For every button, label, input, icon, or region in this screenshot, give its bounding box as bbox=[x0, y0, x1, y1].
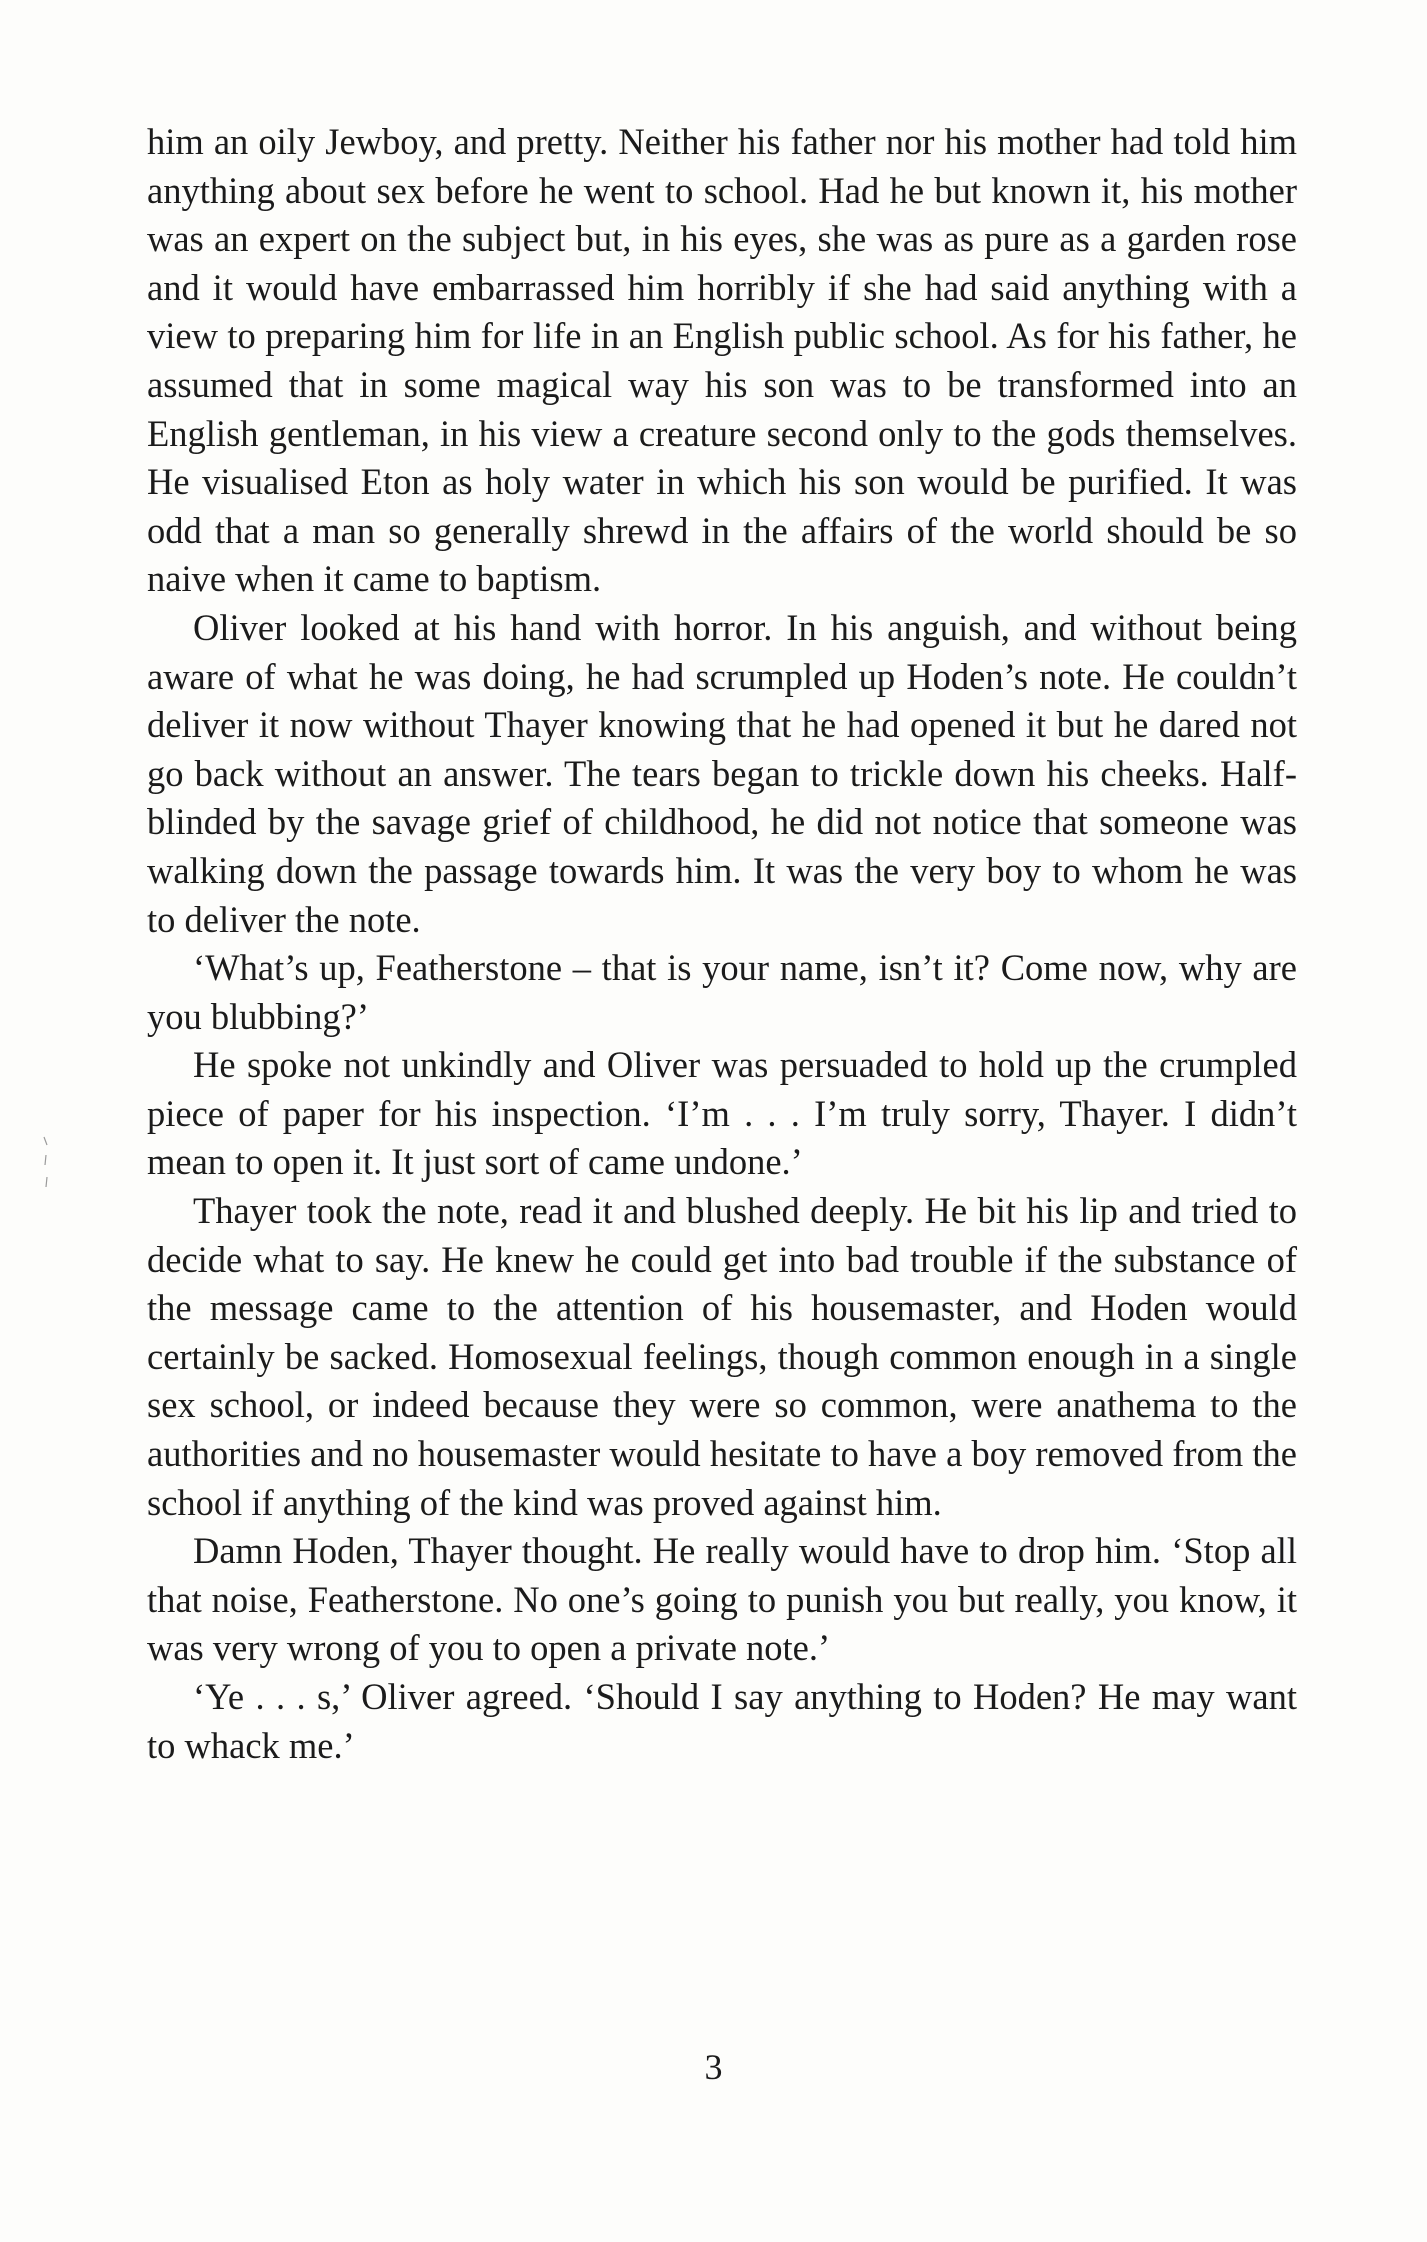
page-number: 3 bbox=[704, 2047, 723, 2087]
page-body bbox=[147, 118, 1297, 1770]
paragraph-4: He spoke not unkindly and Oliver was persuaded to hold up the crumpled piece of paper for his inspection. ‘I’m . . . I’m truly sorry, Thayer. I didn’t mean to open it. It just sort of came undone.’ bbox=[147, 1044, 1297, 1183]
paragraph-3: ‘What’s up, Featherstone – that is your name, isn’t it? Come now, why are you blubbing?’ bbox=[147, 947, 1297, 1037]
paragraph-2: Oliver looked at his hand with horror. In his anguish, and without being aware of what he was doing, he had scrumpled up Hoden’s note. He couldn’t deliver it now without Thayer knowing that he had opened it but he dared not go back without an answer. The tears began to trickle down his cheeks. Half-blinded by the savage grief of childhood, he did not notice that someone was walking down the passage towards him. It was the very boy to whom he was to deliver the note. bbox=[147, 606, 1297, 940]
paragraph-5: Thayer took the note, read it and blushed deeply. He bit his lip and tried to decide what to say. He knew he could get into bad trouble if the substance of the message came to the attention of his housemaster, and Hoden would certainly be sacked. Homosexual feelings, though common enough in a single sex school, or indeed because they were so common, were anathema to the authorities and no housemaster would hesitate to have a boy removed from the school if anything of the kind was proved against him. bbox=[147, 1190, 1297, 1523]
paragraph-1: him an oily Jewboy, and pretty. Neither his father nor his mother had told him anything about sex before he went to school. Had he but known it, his mother was an expert on the subject but, in his eyes, she was as pure as a garden rose and it would have embarrassed him horribly if she had said anything with a view to preparing him for life in an English public school. As for his father, he assumed that in some magical way his son was to be transformed into an English gentleman, in his view a creature second only to the gods themselves. He visualised Eton as holy water in which his son would be purified. It was odd that a man so generally shrewd in the affairs of the world should be so naive when it came to baptism. bbox=[147, 121, 1297, 600]
paragraph-6: Damn Hoden, Thayer thought. He really would have to drop him. ‘Stop all that noise, Featherstone. No one’s going to punish you but really, you know, it was very wrong of you to open a private note.’ bbox=[147, 1530, 1297, 1669]
margin-smudge bbox=[42, 1135, 50, 1190]
paragraph-7: ‘Ye . . . s,’ Oliver agreed. ‘Should I say anything to Hoden? He may want to whack me.’ bbox=[147, 1676, 1297, 1766]
